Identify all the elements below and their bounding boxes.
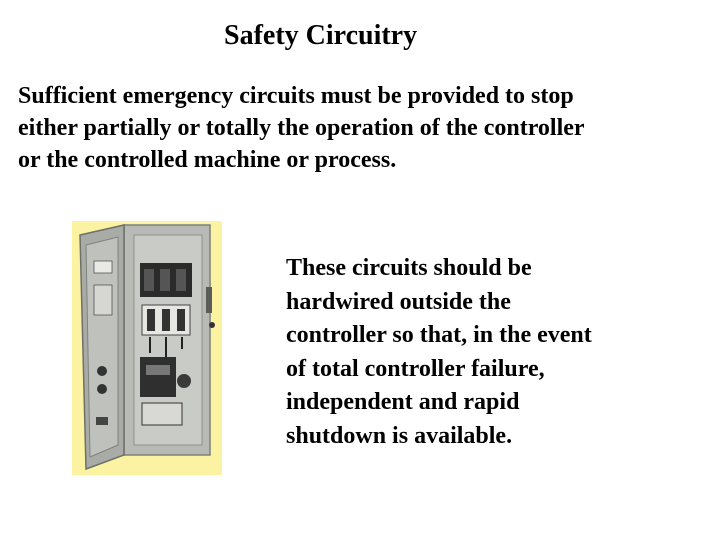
intro-line: either partially or totally the operation of the controller (18, 115, 585, 141)
control-cabinet-illustration (72, 221, 222, 475)
contactor (140, 357, 176, 397)
control-cabinet-photo (72, 221, 222, 475)
intro-line: Sufficient emergency circuits must be provided to stop (18, 83, 574, 109)
detail-paragraph (286, 252, 686, 453)
cabinet-handle (206, 287, 212, 313)
detail-line: controller so that, in the event (286, 322, 592, 348)
intro-line: or the controlled machine or process. (18, 147, 397, 173)
intro-paragraph (18, 80, 708, 176)
detail-line: shutdown is available. (286, 422, 513, 449)
detail-line: of total controller failure, (286, 355, 545, 382)
detail-line: hardwired outside the (286, 288, 511, 315)
detail-line: These circuits should be (286, 255, 532, 281)
detail-line: independent and rapid (286, 389, 520, 415)
terminal-block (142, 403, 182, 425)
slide-title: Safety Circuitry (224, 20, 418, 51)
